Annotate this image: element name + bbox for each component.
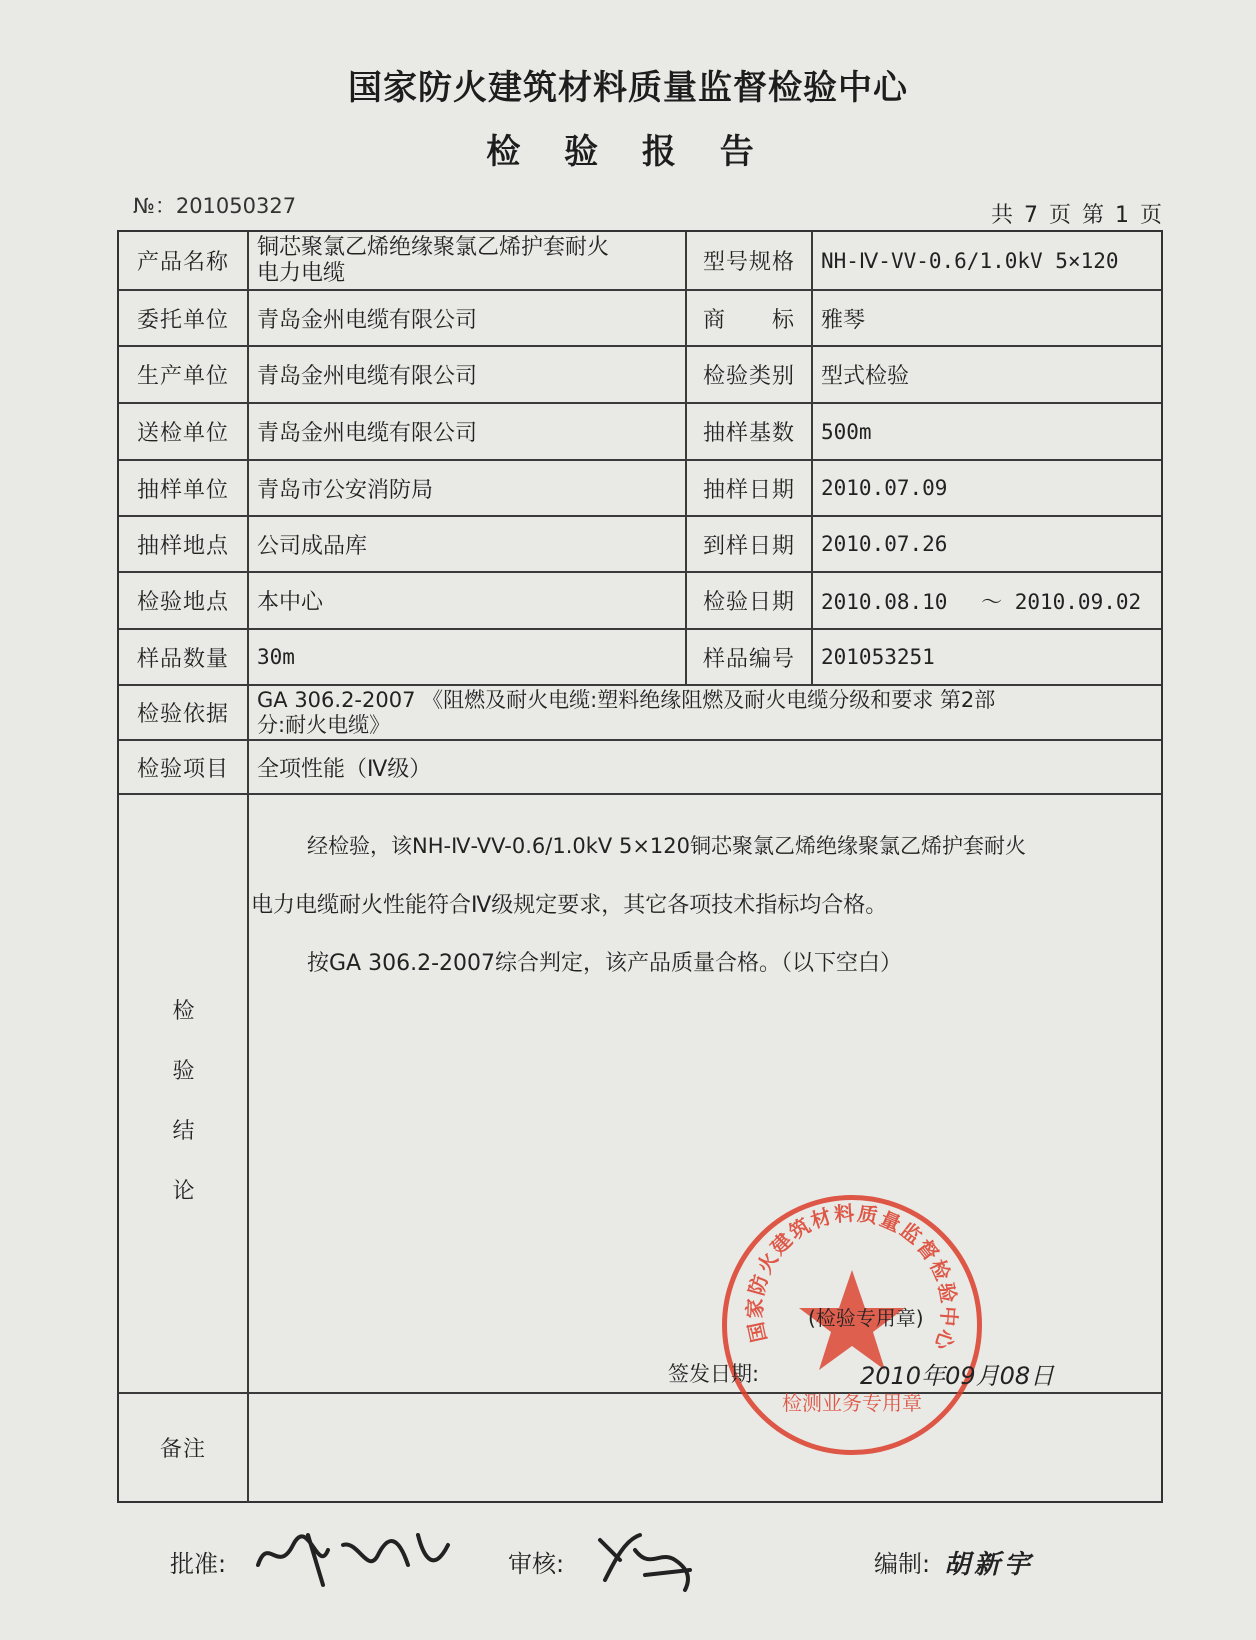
- basis-line1: GA 306.2-2007 《阻燃及耐火电缆:塑料绝缘阻燃及耐火电缆分级和要求 第2部: [257, 687, 996, 712]
- product-name-line1: 铜芯聚氯乙烯绝缘聚氯乙烯护套耐火: [257, 234, 610, 260]
- producer-label: 生产单位: [136, 364, 229, 389]
- trademark-label: 商 标: [702, 307, 795, 333]
- sample-no-value: 201053251: [821, 645, 935, 669]
- arrival-date-value: 2010.07.26: [821, 532, 948, 556]
- remarks-label: 备注: [159, 1437, 206, 1462]
- sampling-unit-label: 抽样单位: [136, 477, 229, 503]
- test-type-value: 型式检验: [821, 364, 910, 389]
- model-value: NH-Ⅳ-VV-0.6/1.0kV 5×120: [821, 248, 1119, 273]
- client-value: 青岛金州电缆有限公司: [257, 307, 478, 333]
- product-name-label: 产品名称: [136, 250, 229, 275]
- sampling-place-value: 公司成品库: [257, 533, 368, 559]
- compile-label: 编制:: [874, 1550, 931, 1578]
- test-date-value: 2010.08.10 ～ 2010.09.02: [821, 589, 1142, 614]
- approve-label: 批准:: [170, 1550, 227, 1578]
- producer-value: 青岛金州电缆有限公司: [257, 364, 478, 389]
- conclusion-line-2: 电力电缆耐火性能符合Ⅳ级规定要求，其它各项技术指标均合格。: [251, 893, 888, 918]
- conclusion-label-char-4: 论: [172, 1179, 195, 1204]
- sample-base-value: 500m: [821, 419, 872, 444]
- test-place-label: 检验地点: [136, 590, 229, 615]
- review-label: 审核:: [508, 1550, 565, 1578]
- test-place-value: 本中心: [257, 590, 324, 615]
- issue-date-value: 2010年09月08日: [860, 1362, 1055, 1390]
- items-label: 检验项目: [136, 756, 229, 782]
- seal-ring-text: 国家防火建筑材料质量监督检验中心: [742, 1200, 962, 1355]
- trademark-value: 雅琴: [821, 307, 866, 333]
- seal-bottom-text: 检测业务专用章: [782, 1391, 922, 1415]
- test-date-label: 检验日期: [702, 590, 795, 615]
- conclusion-label-char-2: 验: [172, 1059, 195, 1084]
- conclusion-line-3: 按GA 306.2-2007综合判定，该产品质量合格。（以下空白）: [307, 951, 903, 976]
- sample-qty-value: 30m: [257, 645, 295, 669]
- product-name-value: [249, 232, 685, 289]
- organization-title: 国家防火建筑材料质量监督检验中心: [348, 68, 908, 108]
- arrival-date-label: 到样日期: [702, 533, 795, 559]
- compiler-name: 胡新宇: [944, 1550, 1035, 1580]
- sampling-unit-value: 青岛市公安消防局: [257, 477, 434, 503]
- page-info: 共 7 页 第 1 页: [991, 203, 1164, 228]
- report-table: [117, 230, 1163, 1503]
- basis-line2: 分:耐火电缆》: [257, 712, 391, 737]
- test-type-label: 检验类别: [702, 364, 795, 389]
- issue-date-label: 签发日期:: [668, 1362, 760, 1386]
- stamp-caption: (检验专用章): [808, 1306, 924, 1330]
- report-number: №：201050327: [133, 194, 297, 218]
- submitter-value: 青岛金州电缆有限公司: [257, 421, 478, 446]
- sample-no-label: 样品编号: [702, 646, 795, 672]
- model-label: 型号规格: [702, 250, 795, 275]
- reviewer-signature: [590, 1520, 700, 1595]
- basis-label: 检验依据: [136, 702, 229, 727]
- sampling-place-label: 抽样地点: [136, 533, 229, 559]
- sampling-date-label: 抽样日期: [702, 477, 795, 503]
- sample-qty-label: 样品数量: [136, 646, 229, 672]
- report-title: 检 验 报 告: [486, 132, 770, 172]
- conclusion-label-char-3: 结: [172, 1119, 195, 1144]
- approver-signature: [248, 1515, 458, 1595]
- conclusion-line-1: 经检验，该NH-Ⅳ-VV-0.6/1.0kV 5×120铜芯聚氯乙烯绝缘聚氯乙烯护套耐火: [307, 834, 1026, 858]
- conclusion-label-char-1: 检: [172, 999, 195, 1024]
- sample-base-label: 抽样基数: [702, 421, 795, 446]
- basis-value: [249, 686, 1161, 739]
- submitter-label: 送检单位: [136, 421, 229, 446]
- client-label: 委托单位: [136, 307, 229, 333]
- sampling-date-value: 2010.07.09: [821, 476, 948, 500]
- remarks-value: [249, 1394, 1161, 1501]
- items-value: 全项性能（Ⅳ级）: [257, 756, 432, 782]
- product-name-line2: 电力电缆: [257, 260, 346, 286]
